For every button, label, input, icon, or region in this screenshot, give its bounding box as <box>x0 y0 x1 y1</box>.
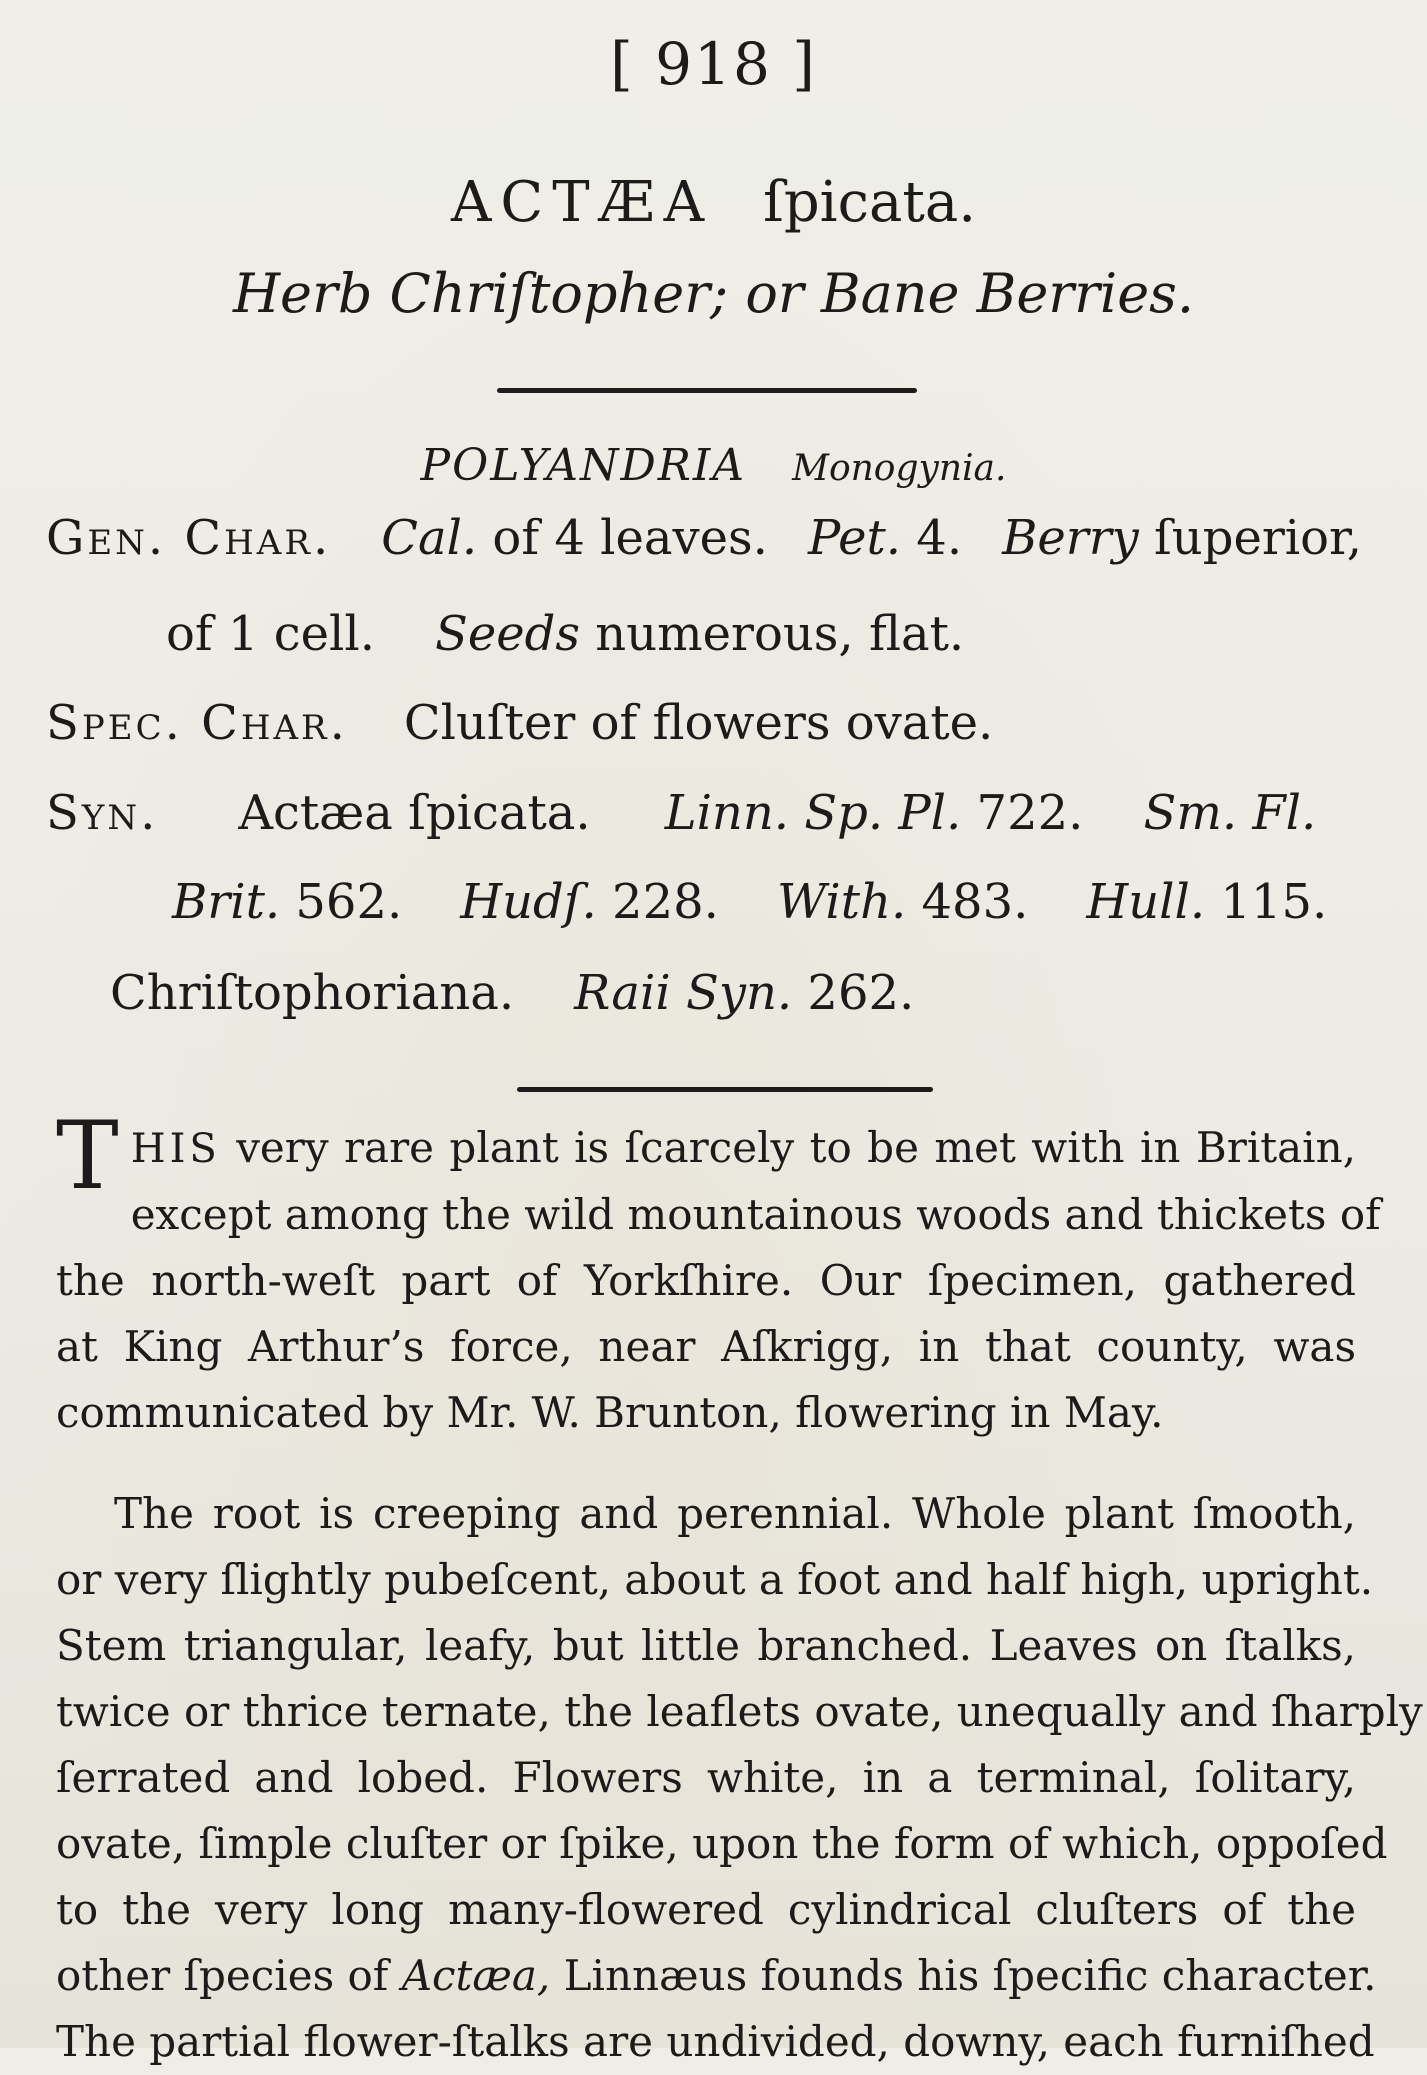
text-line: ovate, ſimple cluſter or ſpike, upon the form of which, oppoſed <box>56 1819 1388 1868</box>
text-line: twice or thrice ternate, the leaflets ovate, unequally and ſharply <box>56 1687 1423 1736</box>
order-name: Monogynia. <box>792 448 1007 489</box>
text-line: The root is creeping and perennial. Whole plant ſmooth, <box>114 1489 1356 1538</box>
syn-ref-linn: Linn. Sp. Pl. 722. <box>664 785 1084 841</box>
gen-char-seeds: Seeds <box>434 606 581 662</box>
page-number: [ 918 ] <box>610 30 817 98</box>
class-name: POLYANDRIA <box>420 440 747 491</box>
syn-ref-brit: Brit. 562. <box>172 874 403 930</box>
description-paragraph-1 <box>56 1102 1381 1446</box>
spec-char-line <box>46 695 993 751</box>
syn-name: Actæa ſpicata. <box>238 785 591 841</box>
gen-char-cal: Cal. of 4 leaves. <box>381 510 768 566</box>
text-line: communicated by Mr. W. Brunton, flowering in May. <box>56 1388 1164 1437</box>
text-line: The partial flower-ſtalks are undivided, downy, each furniſhed <box>56 2017 1375 2066</box>
text-line: other ſpecies of Actæa, Linnæus founds his ſpecific character. <box>56 1951 1377 2000</box>
syn-ref-huds: Hudſ. 228. <box>460 874 719 930</box>
syn-label: Syn. <box>46 785 159 841</box>
text-line: Stem triangular, leafy, but little branched. Leaves on ſtalks, <box>56 1621 1356 1670</box>
syn-line-1 <box>46 785 1316 841</box>
text-line: ſerrated and lobed. Flowers white, in a terminal, ſolitary, <box>56 1753 1356 1802</box>
species-title <box>0 170 1427 235</box>
linnaean-class <box>0 440 1427 491</box>
syn-line-3 <box>110 965 914 1021</box>
gen-char-berry: Berry ſuperior, <box>1002 510 1362 566</box>
text-line: at King Arthur’s force, near Aſkrigg, in that county, was <box>56 1322 1356 1371</box>
syn-ref-sm: Sm. Fl. <box>1143 785 1317 841</box>
syn-ref-with: With. 483. <box>776 874 1029 930</box>
text-line: to the very long many-flowered cylindrical cluſters of the <box>56 1885 1356 1934</box>
species-epithet: ſpicata. <box>763 170 977 235</box>
spec-char-label: Spec. Char. <box>46 695 348 751</box>
text-line: THIS very rare plant is ſcarcely to be met with in Britain, <box>56 1102 1356 1211</box>
spec-char-text: Cluſter of flowers ovate. <box>403 695 994 751</box>
heading-divider <box>497 388 917 393</box>
gen-char-pet: Pet. 4. <box>807 510 963 566</box>
description-paragraph-2 <box>56 1481 1423 2075</box>
section-divider <box>517 1087 933 1092</box>
gen-char-line-2 <box>166 606 964 662</box>
genus-name: ACTÆA <box>450 170 714 235</box>
text-line: except among the wild mountainous woods and thickets of <box>130 1190 1381 1239</box>
syn-ref-hull: Hull. 115. <box>1086 874 1328 930</box>
syn-alt-name: Chriſtophoriana. <box>110 965 515 1021</box>
drop-cap: T <box>56 1102 119 1211</box>
gen-char-label: Gen. Char. <box>46 510 332 566</box>
common-name: Herb Chriſtopher; or Bane Berries. <box>232 262 1195 325</box>
text-line: the north-weſt part of Yorkſhire. Our ſpecimen, gathered <box>56 1256 1356 1305</box>
gen-char-seeds-desc: numerous, flat. <box>580 606 965 662</box>
gen-char-line-1 <box>46 510 1362 566</box>
gen-char-cell: of 1 cell. <box>166 606 375 662</box>
syn-ref-raii: Raii Syn. 262. <box>574 965 915 1021</box>
text-line: or very ſlightly pubeſcent, about a foot and half high, upright. <box>56 1555 1374 1604</box>
syn-line-2 <box>172 874 1327 930</box>
